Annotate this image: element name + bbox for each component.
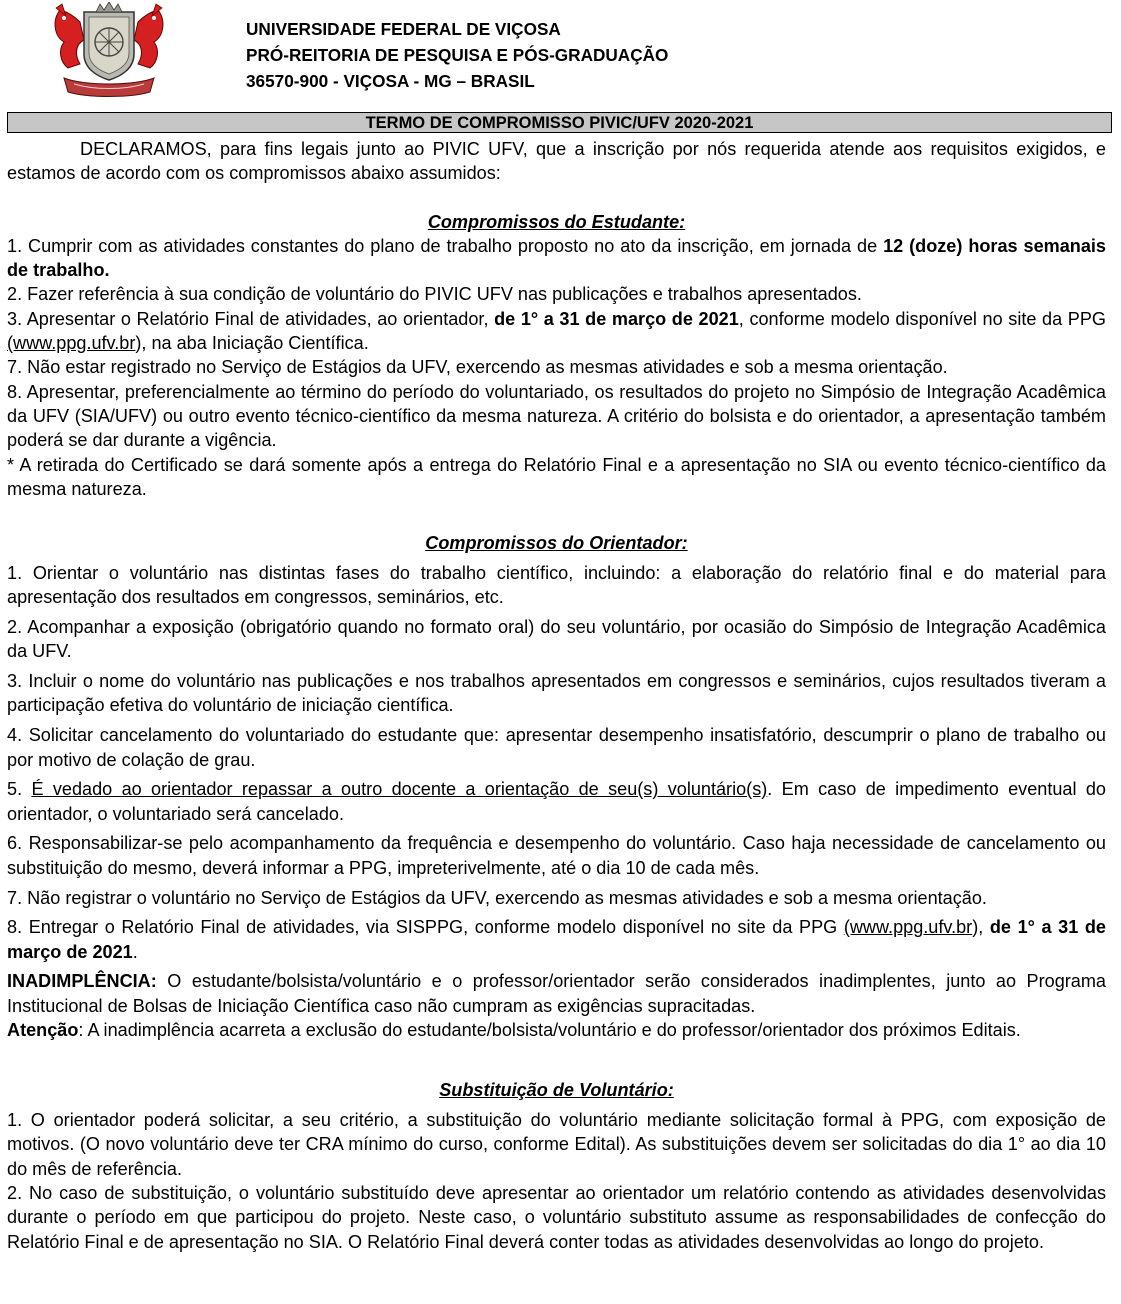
address-line: 36570-900 - VIÇOSA - MG – BRASIL bbox=[246, 71, 535, 91]
orientador-item-2: 2. Acompanhar a exposição (obrigatório quando no formato oral) do seu voluntário, por ocasião do Simpósio de Integração Acadêmica da UFV. bbox=[7, 617, 1106, 662]
orientador-item-8: 8. Entregar o Relatório Final de atividades, via SISPPG, conforme modelo disponível no site da PPG (www.ppg.ufv.br), de 1° a 31 de março de 2021. bbox=[7, 917, 1106, 962]
substituicao-item-2: 2. No caso de substituição, o voluntário substituído deve apresentar ao orientador um relatório contendo as atividades desenvolvidas durante o período em que participou do projeto. Neste caso, o voluntário substituto assume as responsabilidades de confecção do Relatório Final e de apresentação no SIA. O Relatório Final deverá conter todas as atividades desenvolvidas ao longo do projeto. bbox=[7, 1182, 1106, 1252]
intro-paragraph: DECLARAMOS, para fins legais junto ao PIVIC UFV, que a inscrição por nós requerida atende aos requisitos exigidos, e estamos de acordo com os compromissos abaixo assumidos: bbox=[7, 139, 1106, 184]
inadimplencia-paragraph: INADIMPLÊNCIA: O estudante/bolsista/voluntário e o professor/orientador serão considerados inadimplentes, junto ao Programa Institucional de Bolsas de Iniciação Científica caso não cumpram as exigências supracitadas. bbox=[7, 971, 1106, 1016]
institution-header bbox=[246, 16, 668, 94]
orientador-item-5: 5. É vedado ao orientador repassar a outro docente a orientação de seu(s) voluntário(s). Em caso de impedimento eventual do orientador, o voluntariado será cancelado. bbox=[7, 779, 1106, 824]
section-heading-orientador: Compromissos do Orientador: bbox=[425, 533, 688, 554]
orientador-item-1: 1. Orientar o voluntário nas distintas fases do trabalho científico, incluindo: a elaboração do relatório final e do material para apresentação dos resultados em congressos, seminários, etc. bbox=[7, 562, 1106, 608]
estudante-item-3: 3. Apresentar o Relatório Final de atividades, ao orientador, de 1° a 31 de março de 2021, conforme modelo disponível no site da PPG (www.ppg.ufv.br), na aba Iniciação Científica. bbox=[7, 308, 1106, 354]
certificate-note: * A retirada do Certificado se dará somente após a entrega do Relatório Final e a apresentação no SIA ou evento técnico-científico da mesma natureza. bbox=[7, 454, 1106, 499]
ufv-coat-of-arms-logo bbox=[50, 2, 168, 98]
ppg-site-link[interactable]: (www.ppg.ufv.br bbox=[7, 333, 136, 354]
estudante-item-2: 2. Fazer referência à sua condição de voluntário do PIVIC UFV nas publicações e trabalhos apresentados. bbox=[7, 284, 862, 305]
substituicao-item-1: 1. O orientador poderá solicitar, a seu critério, a substituição do voluntário mediante solicitação formal à PPG, com exposição de motivos. (O novo voluntário deve ter CRA mínimo do curso, conforme Edital). As substituições devem ser solicitadas do dia 1° ao dia 10 do mês de referência. bbox=[7, 1110, 1106, 1179]
atencao-paragraph: Atenção: A inadimplência acarreta a exclusão do estudante/bolsista/voluntário e do professor/orientador dos próximos Editais. bbox=[7, 1020, 1021, 1040]
estudante-item-7: 7. Não estar registrado no Serviço de Estágios da UFV, exercendo as mesmas atividades e sob a mesma orientação. bbox=[7, 357, 948, 378]
section-heading-substituicao: Substituição de Voluntário: bbox=[439, 1079, 674, 1100]
university-name: UNIVERSIDADE FEDERAL DE VIÇOSA bbox=[246, 19, 561, 39]
orientador-item-4: 4. Solicitar cancelamento do voluntariado do estudante que: apresentar desempenho insatisfatório, descumprir o plano de trabalho ou por motivo de colação de grau. bbox=[7, 725, 1106, 770]
orientador-item-6: 6. Responsabilizar-se pelo acompanhamento da frequência e desempenho do voluntário. Caso haja necessidade de cancelamento ou substituição do mesmo, deverá informar a PPG, impreterivelmente, até o dia 10 de cada mês. bbox=[7, 833, 1106, 878]
estudante-item-1: 1. Cumprir com as atividades constantes do plano de trabalho proposto no ato da inscrição, em jornada de 12 (doze) horas semanais de trabalho. bbox=[7, 235, 1106, 281]
document-body bbox=[7, 137, 1106, 1254]
estudante-item-8: 8. Apresentar, preferencialmente ao término do período do voluntariado, os resultados do projeto no Simpósio de Integração Acadêmica da UFV (SIA/UFV) ou outro evento técnico-científico da mesma natureza. A critério do bolsista e do orientador, a apresentação também poderá se dar durante a vigência. bbox=[7, 381, 1106, 451]
section-heading-estudante: Compromissos do Estudante: bbox=[427, 211, 686, 232]
ppg-site-link-2[interactable]: (www.ppg.ufv.br bbox=[843, 917, 973, 938]
orientador-item-7: 7. Não registrar o voluntário no Serviço de Estágios da UFV, exercendo as mesmas atividades e sob a mesma orientação. bbox=[7, 887, 987, 908]
orientador-item-3: 3. Incluir o nome do voluntário nas publicações e nos trabalhos apresentados em congressos e seminários, cujos resultados tiveram a participação efetiva do voluntário de iniciação científica. bbox=[7, 671, 1106, 716]
pro-rectory-name: PRÓ-REITORIA DE PESQUISA E PÓS-GRADUAÇÃO bbox=[246, 45, 669, 65]
document-title: TERMO DE COMPROMISSO PIVIC/UFV 2020-2021 bbox=[7, 112, 1112, 133]
